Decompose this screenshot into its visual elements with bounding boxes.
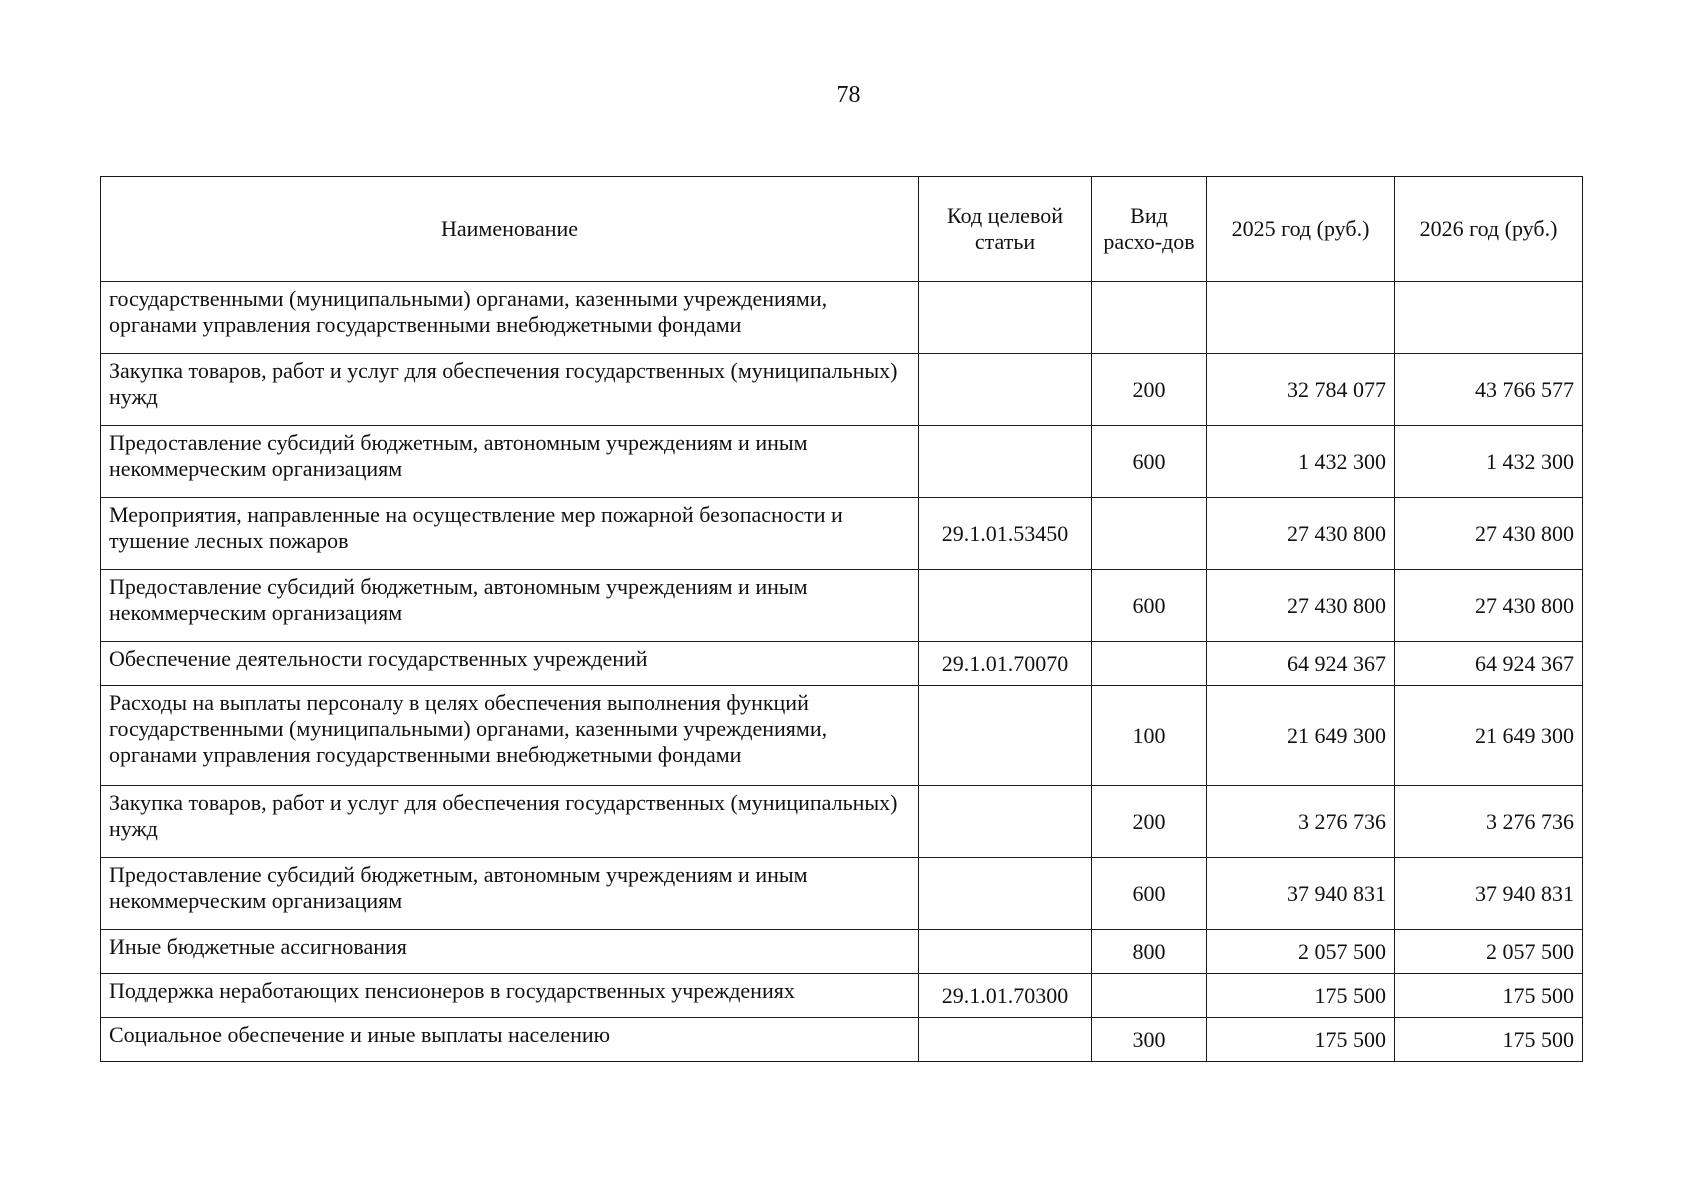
page-number: 78 — [836, 82, 861, 108]
row-name: Поддержка неработающих пенсионеров в государственных учреждениях — [101, 974, 919, 1018]
row-amount-2025 — [1207, 282, 1395, 354]
row-code: 29.1.01.70070 — [919, 642, 1092, 686]
table-body — [101, 282, 1583, 1062]
row-amount-2026: 21 649 300 — [1395, 686, 1583, 786]
row-kind — [1092, 642, 1207, 686]
row-kind — [1092, 498, 1207, 570]
row-amount-2025: 2 057 500 — [1207, 930, 1395, 974]
table-row — [101, 498, 1583, 570]
row-amount-2025: 27 430 800 — [1207, 570, 1395, 642]
header-code: Код целевой статьи — [919, 177, 1092, 282]
row-kind: 200 — [1092, 354, 1207, 426]
row-kind — [1092, 282, 1207, 354]
row-amount-2025: 1 432 300 — [1207, 426, 1395, 498]
row-code — [919, 426, 1092, 498]
table-row — [101, 354, 1583, 426]
row-name: Предоставление субсидий бюджетным, автономным учреждениям и иным некоммерческим организациям — [101, 426, 919, 498]
row-code — [919, 1018, 1092, 1062]
row-amount-2025: 21 649 300 — [1207, 686, 1395, 786]
table-row — [101, 282, 1583, 354]
table-row — [101, 974, 1583, 1018]
table-row — [101, 858, 1583, 930]
row-code — [919, 930, 1092, 974]
table-row — [101, 930, 1583, 974]
row-code — [919, 282, 1092, 354]
row-name: Предоставление субсидий бюджетным, автономным учреждениям и иным некоммерческим организациям — [101, 570, 919, 642]
row-code — [919, 570, 1092, 642]
row-amount-2026: 64 924 367 — [1395, 642, 1583, 686]
row-amount-2025: 175 500 — [1207, 1018, 1395, 1062]
table-header — [101, 177, 1583, 282]
row-kind: 600 — [1092, 570, 1207, 642]
row-amount-2025: 27 430 800 — [1207, 498, 1395, 570]
row-name: Расходы на выплаты персоналу в целях обеспечения выполнения функций государственными (муниципальными) органами, казенными учреждениями, органами управления государственными внебюджетными фондами — [101, 686, 919, 786]
row-name: Закупка товаров, работ и услуг для обеспечения государственных (муниципальных) нужд — [101, 354, 919, 426]
row-code — [919, 354, 1092, 426]
row-amount-2026: 175 500 — [1395, 1018, 1583, 1062]
header-row — [101, 177, 1583, 282]
row-amount-2026: 27 430 800 — [1395, 570, 1583, 642]
row-name: Обеспечение деятельности государственных учреждений — [101, 642, 919, 686]
header-name: Наименование — [101, 177, 919, 282]
row-kind: 300 — [1092, 1018, 1207, 1062]
table-row — [101, 570, 1583, 642]
row-kind: 100 — [1092, 686, 1207, 786]
row-amount-2026: 43 766 577 — [1395, 354, 1583, 426]
row-amount-2026: 1 432 300 — [1395, 426, 1583, 498]
table-row — [101, 686, 1583, 786]
table-row — [101, 786, 1583, 858]
row-kind: 600 — [1092, 426, 1207, 498]
row-name: Закупка товаров, работ и услуг для обеспечения государственных (муниципальных) нужд — [101, 786, 919, 858]
header-year-2025: 2025 год (руб.) — [1207, 177, 1395, 282]
row-amount-2026: 2 057 500 — [1395, 930, 1583, 974]
row-amount-2025: 32 784 077 — [1207, 354, 1395, 426]
row-name: Иные бюджетные ассигнования — [101, 930, 919, 974]
row-kind: 200 — [1092, 786, 1207, 858]
row-amount-2025: 64 924 367 — [1207, 642, 1395, 686]
row-kind — [1092, 974, 1207, 1018]
row-name: Социальное обеспечение и иные выплаты населению — [101, 1018, 919, 1062]
header-kind: Вид расхо-дов — [1092, 177, 1207, 282]
row-amount-2026: 175 500 — [1395, 974, 1583, 1018]
row-amount-2026: 27 430 800 — [1395, 498, 1583, 570]
row-code — [919, 686, 1092, 786]
row-amount-2025: 3 276 736 — [1207, 786, 1395, 858]
row-amount-2026 — [1395, 282, 1583, 354]
row-code: 29.1.01.53450 — [919, 498, 1092, 570]
row-amount-2026: 37 940 831 — [1395, 858, 1583, 930]
table-row — [101, 426, 1583, 498]
table-row — [101, 642, 1583, 686]
row-code: 29.1.01.70300 — [919, 974, 1092, 1018]
row-name: Мероприятия, направленные на осуществление мер пожарной безопасности и тушение лесных пожаров — [101, 498, 919, 570]
row-amount-2025: 175 500 — [1207, 974, 1395, 1018]
row-amount-2025: 37 940 831 — [1207, 858, 1395, 930]
row-code — [919, 786, 1092, 858]
row-kind: 800 — [1092, 930, 1207, 974]
row-kind: 600 — [1092, 858, 1207, 930]
table-row — [101, 1018, 1583, 1062]
budget-table — [100, 176, 1583, 1062]
row-name: государственными (муниципальными) органами, казенными учреждениями, органами управления государственными внебюджетными фондами — [101, 282, 919, 354]
row-amount-2026: 3 276 736 — [1395, 786, 1583, 858]
header-year-2026: 2026 год (руб.) — [1395, 177, 1583, 282]
row-code — [919, 858, 1092, 930]
row-name: Предоставление субсидий бюджетным, автономным учреждениям и иным некоммерческим организациям — [101, 858, 919, 930]
